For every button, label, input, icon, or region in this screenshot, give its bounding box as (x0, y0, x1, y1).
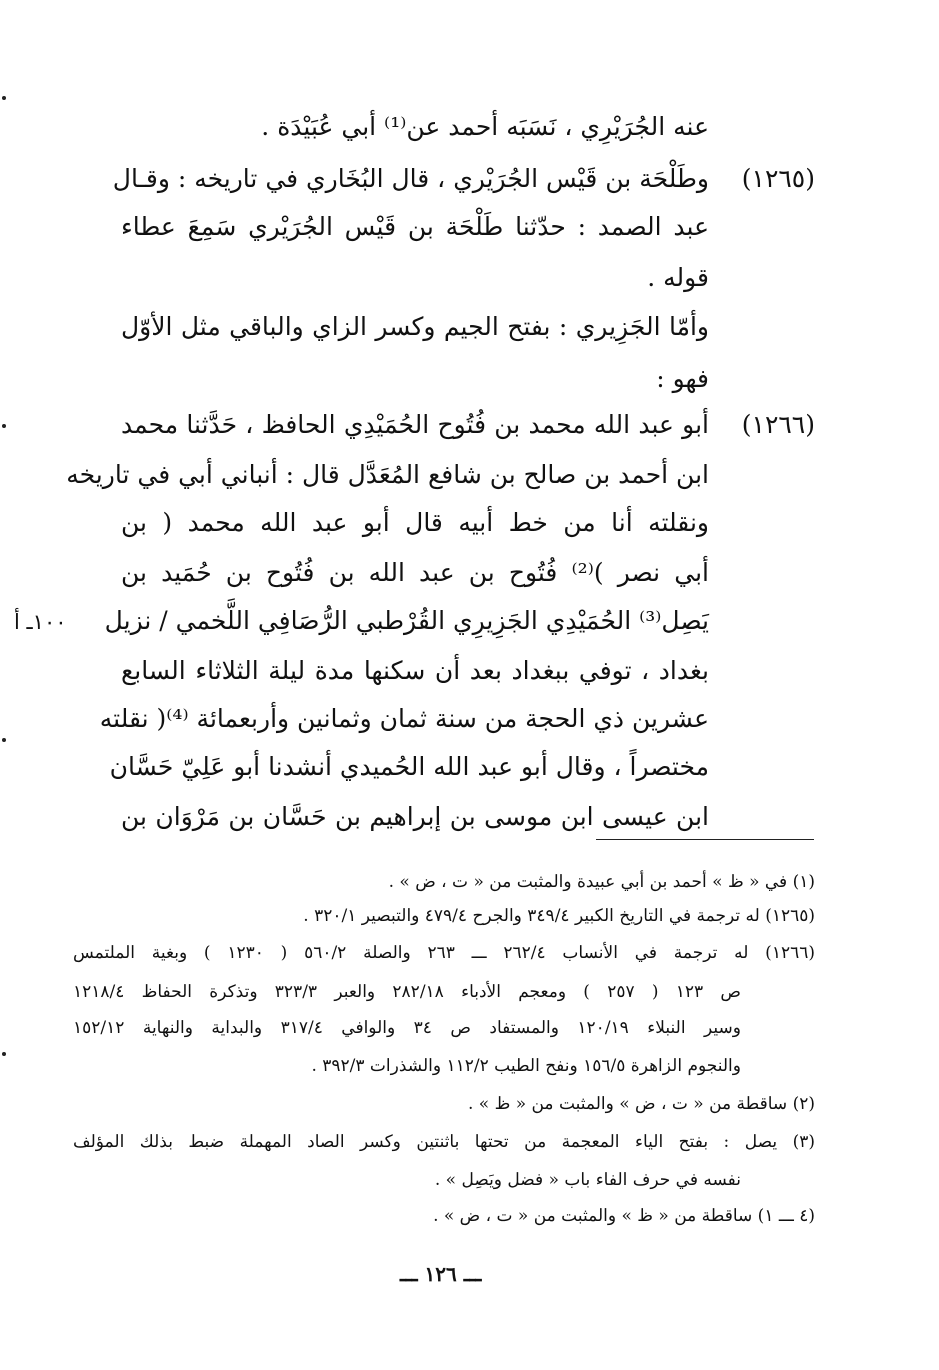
text-line: وأمّا الجَزِيري : بفتح الجيم وكسر الزاي والباقي مثل الأوّل (121, 312, 709, 341)
text-line: عشرين ذي الحجة من سنة ثمان وثمانين وأربعمائة ⁽⁴⁾( نقلته (99, 704, 709, 733)
text-line: عنه الجُرَيْرِي ، نَسَبَه أحمد عن⁽¹⁾ أبي عُبَيْدَة . (261, 112, 709, 141)
text-line: مختصراً ، وقال أبو عبد الله الحُميدي أنشدنا أبو عَلِيّ حَسَّان (109, 752, 709, 781)
footnote-line: (١٢٦٦) له ترجمة في الأنساب ٢٦٢/٤ ـــ ٢٦٣ والصلة ٥٦٠/٢ ( ١٢٣٠ ) وبغية الملتمس (73, 943, 815, 963)
text-line: ابن أحمد بن صالح بن شافع المُعَدَّل قال : أنباني أبي في تاريخه (66, 460, 709, 489)
footnote-line: وسير النبلاء ١٢٠/١٩ والمستفاد ص ٣٤ والوافي ٣١٧/٤ والبداية والنهاية ١٥٢/١٢ (73, 1018, 741, 1038)
footnote-line: (١٢٦٥) له ترجمة في التاريخ الكبير ٣٤٩/٤ والجرح ٤٧٩/٤ والتبصير ٣٢٠/١ . (303, 906, 815, 926)
footnote-line: (١) في « ظ » أحمد بن أبي عبيدة والمثبت من « ت ، ض » . (388, 872, 815, 892)
text-line: أبو عبد الله محمد بن فُتُوح الحُمَيْدِي الحافظ ، حَدَّثنا محمد (121, 410, 709, 439)
footnote-line: ص ١٢٣ ( ٢٥٧ ) ومعجم الأدباء ٢٨٢/١٨ والعبر ٣٢٣/٣ وتذكرة الحفاظ ١٢١٨/٤ (73, 982, 741, 1002)
text-line: وطَلْحَة بن قَيْس الجُرَيْري ، قال البُخَاري في تاريخه : وقـال (112, 164, 709, 193)
margin-dot (2, 738, 6, 742)
footnote-line: (٢) ساقطة من « ت ، ض » والمثبت من « ظ » . (467, 1094, 815, 1114)
margin-dot (2, 96, 6, 100)
text-line: ابن عيسى ابن موسى بن إبراهيم بن حَسَّان بن مَرْوَان بن (121, 802, 709, 831)
text-line: فهو : (656, 364, 709, 393)
text-line: ونقلته أنا من خط أبيه قال أبو عبد الله محمد ( بن (121, 508, 709, 537)
margin-dot (2, 424, 6, 428)
entry-number: (١٢٦٦) (741, 410, 815, 439)
margin-note: ١٠٠ـ أ (14, 610, 67, 634)
footnote-line: (٣) يصل : بفتح الياء المعجمة من تحتها باثنتين وكسر الصاد المهملة ضبط بذلك المؤلف (73, 1132, 815, 1152)
text-line: أبي نصر )⁽²⁾ فُتُوح بن عبد الله بن فُتُوح بن حُمَيد بن (121, 558, 709, 587)
text-line: قوله . (647, 263, 709, 292)
text-line: يَصِل⁽³⁾ الحُمَيْدِي الجَزِيرِي القُرْطبي الرُّصَافِي اللَّخمي / نزيل (104, 606, 709, 635)
footnote-line: (٤ ـــ ١) ساقطة من « ظ » والمثبت من « ت ، ض » . (433, 1206, 815, 1226)
text-line: بغداد ، توفي ببغداد بعد أن سكنها مدة ليلة الثلاثاء السابع (121, 656, 709, 685)
page-number: ـــ ١٢٦ ـــ (400, 1262, 482, 1286)
footnote-line: نفسه في حرف الفاء باب « فضل ويَصِل » . (434, 1170, 741, 1190)
separator-line (596, 839, 814, 840)
footnote-line: والنجوم الزاهرة ١٥٦/٥ ونفح الطيب ١١٢/٢ والشذرات ٣٩٢/٣ . (311, 1056, 741, 1076)
text-line: عبد الصمد : حدّثنا طَلْحَة بن قَيْس الجُرَيْري سَمِعَ عطاء (121, 212, 709, 241)
margin-dot (2, 1052, 6, 1056)
entry-number: (١٢٦٥) (741, 164, 815, 193)
